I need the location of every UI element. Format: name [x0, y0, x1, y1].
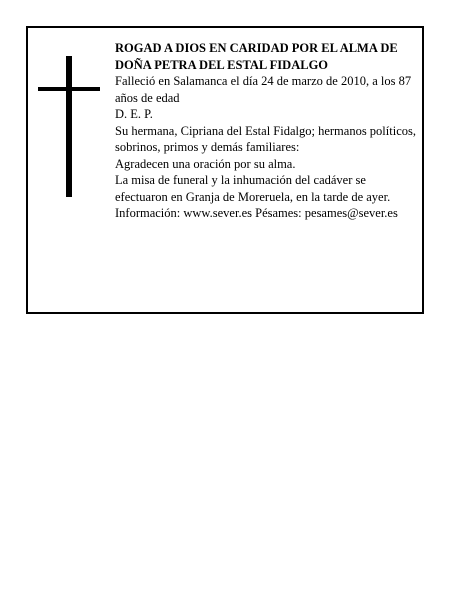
rip-text: D. E. P. [115, 107, 153, 121]
cross-icon-bar [38, 87, 100, 91]
obituary-notice [26, 26, 424, 314]
family-text: Su hermana, Cipriana del Estal Fidalgo; hermanos políticos, sobrinos, primos y demás familiares: [115, 123, 416, 154]
contact-text: Información: www.sever.es Pésames: pesames@sever.es [115, 206, 398, 220]
heading-prayer: ROGAD A DIOS EN CARIDAD POR EL ALMA DE [115, 41, 398, 55]
cross-icon [66, 56, 72, 197]
obituary-text [115, 40, 420, 222]
thanks-text: Agradecen una oración por su alma. [115, 156, 296, 171]
death-info: Falleció en Salamanca el día 24 de marzo de 2010, a los 87 años de edad [115, 74, 412, 105]
funeral-text: La misa de funeral y la inhumación del cadáver se efectuaron en Granja de Moreruela, en la tarde de ayer. [115, 173, 391, 204]
heading-deceased-name: DOÑA PETRA DEL ESTAL FIDALGO [115, 57, 329, 72]
